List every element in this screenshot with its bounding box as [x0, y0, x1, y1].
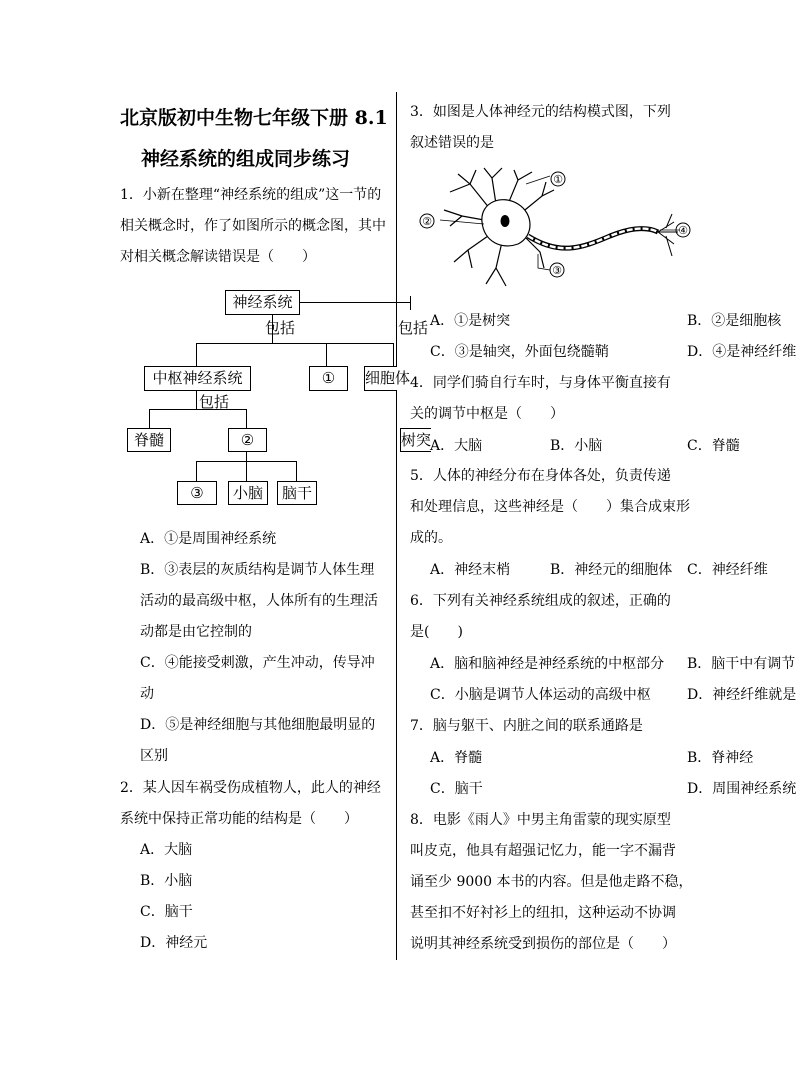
concept-box-3: ③: [177, 481, 217, 505]
q1-option-b-line-3: 动都是由它控制的: [140, 624, 252, 640]
q5-option-c: C．神经纤维: [687, 562, 768, 578]
q2-option-d: D．神经元: [140, 935, 208, 951]
q6-option-a: A．脑和脑神经是神经系统的中枢部分: [430, 656, 665, 672]
q2-stem-line-2: 系统中保持正常功能的结构是（ ）: [120, 811, 358, 827]
concept-label-include-3: 包括: [199, 393, 230, 411]
q1-option-d-line-1: D．⑤是神经细胞与其他细胞最明显的: [140, 717, 376, 733]
q1-option-c-line-1: C．④能接受刺激，产生冲动，传导冲: [140, 655, 375, 671]
concept-box-dendrite-partial: 树突: [400, 428, 431, 452]
q4-option-a: A．大脑: [430, 438, 483, 454]
neuron-label-4: [676, 223, 690, 237]
svg-text:②: ②: [422, 215, 432, 228]
q5-option-b: B．神经元的细胞体: [550, 562, 673, 578]
axon-terminals: [658, 214, 678, 256]
title-line-2: 神经系统的组成同步练习: [141, 148, 351, 170]
q8-stem-line-5: 说明其神经系统受到损伤的部位是（ ）: [410, 936, 676, 952]
q3-option-b: B．②是细胞核: [687, 313, 782, 329]
q2-option-b: B．小脑: [140, 873, 193, 889]
concept-box-1: ①: [309, 366, 348, 391]
q5-option-a: A．神经末梢: [430, 562, 511, 578]
q1-stem-line-2: 相关概念时，作了如图所示的概念图，其中: [120, 218, 386, 234]
concept-label-include-1: 包括: [265, 319, 296, 337]
q1-option-b-line-2: 活动的最高级中枢，人体所有的生理活: [140, 593, 378, 609]
q6-stem-line-2: 是( ): [410, 624, 463, 640]
q3-option-a: A．①是树突: [430, 313, 511, 329]
svg-text:④: ④: [678, 224, 688, 237]
neuron-diagram: [410, 164, 700, 294]
q1-stem-line-3: 对相关概念解读错误是（ ）: [120, 249, 316, 265]
nucleus: [501, 215, 510, 227]
svg-text:③: ③: [552, 264, 562, 277]
q8-stem-line-2: 叫皮克，他具有超强记忆力，能一字不漏背: [410, 843, 676, 859]
concept-box-central-nervous-system: 中枢神经系统: [144, 366, 251, 391]
q7-option-c: C．脑干: [430, 781, 483, 797]
concept-box-cerebellum: 小脑: [228, 481, 268, 505]
neuron-label-2: [420, 214, 434, 228]
q6-option-b: B．脑干中有调节: [687, 656, 796, 672]
q5-stem-line-1: 5．人体的神经分布在身体各处，负责传递: [410, 468, 671, 484]
q3-option-c: C．③是轴突，外面包绕髓鞘: [430, 344, 609, 360]
q6-option-d: D．神经纤维就是: [687, 687, 796, 703]
q7-option-d: D．周围神经系统: [687, 781, 796, 797]
title-line-1: 北京版初中生物七年级下册 8.1: [120, 107, 388, 129]
svg-text:①: ①: [553, 173, 563, 186]
neuron-label-3: [550, 263, 564, 277]
q1-option-d-line-2: 区别: [140, 748, 168, 764]
concept-box-cell-body: 细胞体: [364, 366, 397, 391]
neuron-label-1: [551, 172, 565, 186]
q6-option-c: C．小脑是调节人体运动的高级中枢: [430, 687, 651, 703]
q4-stem-line-2: 关的调节中枢是（ ）: [410, 406, 564, 422]
q7-option-b: B．脊神经: [687, 750, 754, 766]
concept-box-spinal-cord: 脊髓: [127, 428, 171, 452]
q6-stem-line-1: 6．下列有关神经系统组成的叙述，正确的: [410, 593, 671, 609]
column-divider: [396, 92, 397, 960]
q3-option-d: D．④是神经纤维: [687, 344, 796, 360]
q7-option-a: A．脊髓: [430, 750, 483, 766]
concept-box-brainstem: 脑干: [277, 481, 317, 505]
q1-stem-line-1: 1．小新在整理“神经系统的组成”这一节的: [120, 187, 382, 203]
concept-box-2: ②: [228, 428, 267, 452]
q1-option-b-line-1: B．③表层的灰质结构是调节人体生理: [140, 562, 375, 578]
q4-stem-line-1: 4．同学们骑自行车时，与身体平衡直接有: [410, 375, 671, 391]
q5-stem-line-3: 成的。: [410, 530, 452, 546]
q4-option-b: B．小脑: [550, 438, 603, 454]
q4-option-c: C．脊髓: [687, 438, 740, 454]
concept-box-nervous-system: 神经系统: [225, 290, 300, 315]
q2-stem-line-1: 2．某人因车祸受伤成植物人，此人的神经: [120, 780, 381, 796]
q1-option-c-line-2: 动: [140, 686, 154, 702]
q2-option-c: C．脑干: [140, 904, 193, 920]
q2-option-a: A．大脑: [140, 842, 193, 858]
q8-stem-line-3: 诵至少 9000 本书的内容。但是他走路不稳，: [410, 874, 693, 890]
q1-option-a: A．①是周围神经系统: [140, 531, 277, 547]
q7-stem-line-1: 7．脑与躯干、内脏之间的联系通路是: [410, 718, 643, 734]
q5-stem-line-2: 和处理信息，这些神经是（ ）集合成束形: [410, 499, 690, 515]
q3-stem-line-1: 3．如图是人体神经元的结构模式图，下列: [410, 104, 671, 120]
q8-stem-line-1: 8．电影《雨人》中男主角雷蒙的现实原型: [410, 812, 671, 828]
q8-stem-line-4: 甚至扣不好衬衫上的纽扣，这种运动不协调: [410, 905, 676, 921]
q3-stem-line-2: 叙述错误的是: [410, 135, 494, 151]
concept-label-include-2: 包括: [398, 319, 429, 337]
